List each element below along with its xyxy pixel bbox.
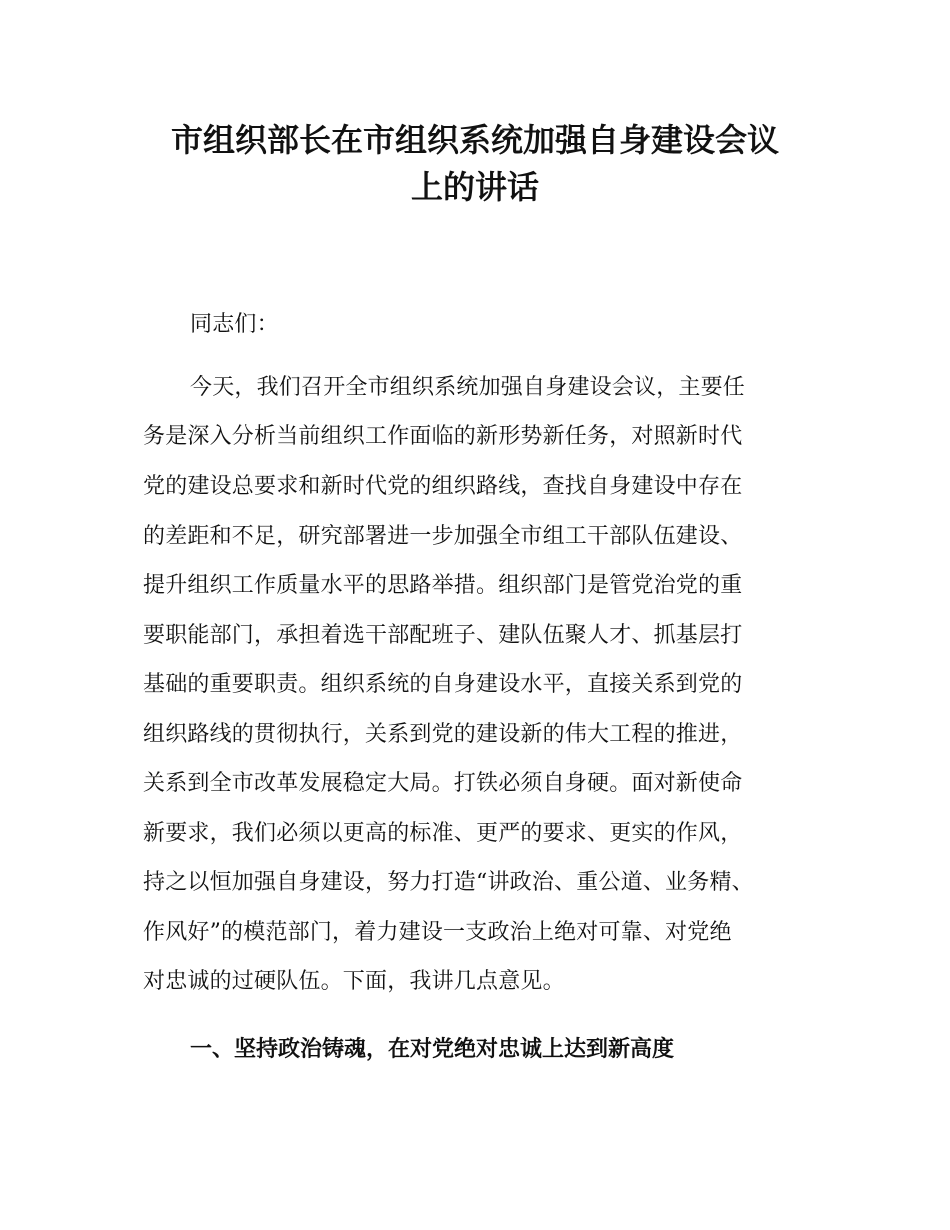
paragraph-line: 党的建设总要求和新时代党的组织路线，查找自身建设中存在 — [143, 474, 743, 499]
paragraph-line: 要职能部门，承担着选干部配班子、建队伍聚人才、抓基层打 — [143, 623, 743, 648]
paragraph-line: 关系到全市改革发展稳定大局。打铁必须自身硬。面对新使命 — [143, 771, 743, 796]
document-title-line-1: 市组织部长在市组织系统加强自身建设会议 — [170, 121, 779, 159]
paragraph-line: 的差距和不足，研究部署进一步加强全市组工干部队伍建设、 — [143, 524, 743, 549]
paragraph-line: 新要求，我们必须以更高的标准、更严的要求、更实的作风， — [143, 821, 743, 846]
paragraph-line: 对忠诚的过硬队伍。下面，我讲几点意见。 — [143, 969, 565, 994]
paragraph-line: 务是深入分析当前组织工作面临的新形势新任务，对照新时代 — [143, 424, 743, 449]
paragraph-line: 持之以恒加强自身建设，努力打造“讲政治、重公道、业务精、 — [143, 870, 754, 895]
greeting: 同志们： — [190, 312, 279, 337]
paragraph-line: 作风好”的模范部门，着力建设一支政治上绝对可靠、对党绝 — [143, 920, 732, 945]
paragraph-line: 提升组织工作质量水平的思路举措。组织部门是管党治党的重 — [143, 573, 743, 598]
section-heading: 一、坚持政治铸魂，在对党绝对忠诚上达到新高度 — [190, 1037, 675, 1062]
paragraph-line: 今天，我们召开全市组织系统加强自身建设会议，主要任 — [190, 375, 746, 400]
document-title-line-2: 上的讲话 — [410, 168, 539, 206]
paragraph-line: 组织路线的贯彻执行，关系到党的建设新的伟大工程的推进， — [143, 722, 743, 747]
paragraph-line: 基础的重要职责。组织系统的自身建设水平，直接关系到党的 — [143, 672, 743, 697]
